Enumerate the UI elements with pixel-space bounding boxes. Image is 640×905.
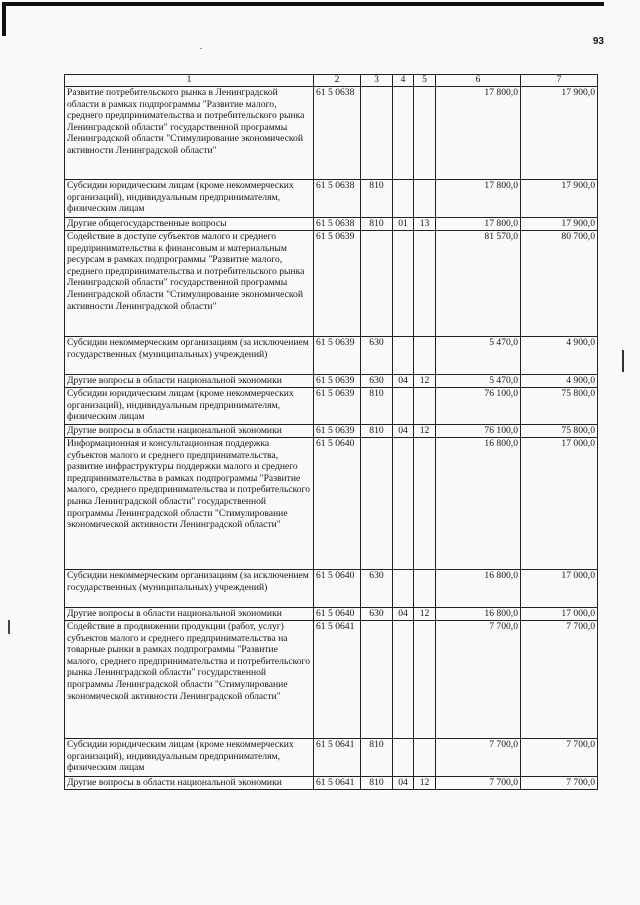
row-amount-2: 17 000,0 bbox=[521, 438, 598, 570]
table-row bbox=[65, 180, 598, 218]
table-row bbox=[65, 438, 598, 570]
table-row bbox=[65, 777, 598, 790]
page-number: 93 bbox=[592, 36, 604, 47]
row-section bbox=[393, 87, 414, 180]
row-amount-1: 5 470,0 bbox=[436, 375, 521, 388]
row-code: 61 5 0639 bbox=[314, 388, 361, 425]
row-subsection bbox=[414, 739, 436, 777]
row-amount-1: 5 470,0 bbox=[436, 337, 521, 375]
row-code: 61 5 0638 bbox=[314, 218, 361, 231]
row-name: Другие общегосударственные вопросы bbox=[65, 218, 314, 231]
table-row bbox=[65, 375, 598, 388]
row-subsection bbox=[414, 621, 436, 739]
row-code: 61 5 0638 bbox=[314, 87, 361, 180]
row-amount-2: 80 700,0 bbox=[521, 231, 598, 337]
row-code: 61 5 0641 bbox=[314, 777, 361, 790]
row-amount-2: 75 800,0 bbox=[521, 425, 598, 438]
row-amount-2: 75 800,0 bbox=[521, 388, 598, 425]
row-name: Субсидии некоммерческим организациям (за исключением государственных (муниципальных) учреждений) bbox=[65, 337, 314, 375]
row-expense-type bbox=[361, 621, 393, 739]
row-amount-1: 17 800,0 bbox=[436, 180, 521, 218]
col-header-1: 1 bbox=[65, 75, 314, 87]
row-subsection bbox=[414, 388, 436, 425]
scan-speck bbox=[200, 48, 202, 49]
row-section bbox=[393, 570, 414, 608]
row-name: Другие вопросы в области национальной экономики bbox=[65, 777, 314, 790]
table-body bbox=[65, 87, 598, 790]
row-code: 61 5 0639 bbox=[314, 375, 361, 388]
row-expense-type: 810 bbox=[361, 425, 393, 438]
table-row bbox=[65, 337, 598, 375]
scan-frame-left bbox=[2, 2, 6, 36]
row-amount-2: 7 700,0 bbox=[521, 777, 598, 790]
row-expense-type bbox=[361, 231, 393, 337]
row-name: Содействие в продвижении продукции (работ, услуг) субъектов малого и среднего предпринимательства на товарные рынки в рамках подпрограммы "Развитие малого, среднего предпринимательства и потребительского рынка Ленинградской области" государственной программы Ленинградской области "Стимулирование экономической активности Ленинградской области" bbox=[65, 621, 314, 739]
row-code: 61 5 0640 bbox=[314, 570, 361, 608]
row-subsection bbox=[414, 87, 436, 180]
row-section bbox=[393, 621, 414, 739]
row-name: Другие вопросы в области национальной экономики bbox=[65, 425, 314, 438]
row-expense-type: 810 bbox=[361, 739, 393, 777]
row-name: Субсидии юридическим лицам (кроме некоммерческих организаций), индивидуальным предпринимателям, физическим лицам bbox=[65, 180, 314, 218]
row-subsection: 13 bbox=[414, 218, 436, 231]
row-amount-2: 17 000,0 bbox=[521, 570, 598, 608]
table-row bbox=[65, 218, 598, 231]
row-subsection: 12 bbox=[414, 375, 436, 388]
row-amount-2: 17 900,0 bbox=[521, 87, 598, 180]
row-subsection: 12 bbox=[414, 425, 436, 438]
row-name: Субсидии юридическим лицам (кроме некоммерческих организаций), индивидуальным предпринимателям, физическим лицам bbox=[65, 739, 314, 777]
row-code: 61 5 0639 bbox=[314, 231, 361, 337]
scan-frame-top bbox=[4, 2, 604, 6]
row-amount-2: 17 900,0 bbox=[521, 218, 598, 231]
row-amount-2: 7 700,0 bbox=[521, 739, 598, 777]
table-row bbox=[65, 608, 598, 621]
row-section: 04 bbox=[393, 425, 414, 438]
row-section bbox=[393, 180, 414, 218]
row-section bbox=[393, 388, 414, 425]
row-code: 61 5 0640 bbox=[314, 608, 361, 621]
col-header-7: 7 bbox=[521, 75, 598, 87]
row-amount-2: 4 900,0 bbox=[521, 375, 598, 388]
row-code: 61 5 0638 bbox=[314, 180, 361, 218]
row-code: 61 5 0639 bbox=[314, 337, 361, 375]
row-section: 01 bbox=[393, 218, 414, 231]
row-amount-1: 76 100,0 bbox=[436, 388, 521, 425]
row-expense-type: 630 bbox=[361, 570, 393, 608]
row-section: 04 bbox=[393, 608, 414, 621]
row-name: Развитие потребительского рынка в Ленинградской области в рамках подпрограммы "Развитие малого, среднего предпринимательства и потребительского рынка Ленинградской области" государственной программы Ленинградской области "Стимулирование экономической активности Ленинградской области" bbox=[65, 87, 314, 180]
row-amount-2: 4 900,0 bbox=[521, 337, 598, 375]
row-amount-1: 17 800,0 bbox=[436, 218, 521, 231]
row-subsection bbox=[414, 337, 436, 375]
row-expense-type bbox=[361, 87, 393, 180]
row-expense-type: 810 bbox=[361, 777, 393, 790]
row-code: 61 5 0641 bbox=[314, 621, 361, 739]
row-amount-1: 76 100,0 bbox=[436, 425, 521, 438]
table-row bbox=[65, 570, 598, 608]
row-amount-1: 7 700,0 bbox=[436, 739, 521, 777]
row-expense-type: 810 bbox=[361, 388, 393, 425]
col-header-4: 4 bbox=[393, 75, 414, 87]
row-subsection: 12 bbox=[414, 608, 436, 621]
row-code: 61 5 0640 bbox=[314, 438, 361, 570]
table-header bbox=[65, 75, 598, 87]
row-name: Информационная и консультационная поддержка субъектов малого и среднего предпринимательства, развитие инфраструктуры поддержки малого и среднего предпринимательства в рамках подпрограммы "Развитие малого, среднего предпринимательства и потребительского рынка Ленинградской области" государственной программы Ленинградской области "Стимулирование экономической активности Ленинградской области" bbox=[65, 438, 314, 570]
row-amount-1: 17 800,0 bbox=[436, 87, 521, 180]
row-section bbox=[393, 231, 414, 337]
row-amount-1: 16 800,0 bbox=[436, 608, 521, 621]
budget-table bbox=[64, 74, 598, 790]
row-expense-type: 810 bbox=[361, 218, 393, 231]
row-amount-2: 7 700,0 bbox=[521, 621, 598, 739]
row-amount-1: 7 700,0 bbox=[436, 777, 521, 790]
row-subsection bbox=[414, 180, 436, 218]
row-amount-1: 7 700,0 bbox=[436, 621, 521, 739]
col-header-2: 2 bbox=[314, 75, 361, 87]
table-row bbox=[65, 739, 598, 777]
row-expense-type: 630 bbox=[361, 337, 393, 375]
row-section: 04 bbox=[393, 375, 414, 388]
table-row bbox=[65, 231, 598, 337]
row-subsection bbox=[414, 438, 436, 570]
row-code: 61 5 0639 bbox=[314, 425, 361, 438]
table-row bbox=[65, 621, 598, 739]
table-row bbox=[65, 388, 598, 425]
col-header-3: 3 bbox=[361, 75, 393, 87]
row-code: 61 5 0641 bbox=[314, 739, 361, 777]
row-section: 04 bbox=[393, 777, 414, 790]
row-subsection bbox=[414, 570, 436, 608]
row-name: Содействие в доступе субъектов малого и среднего предпринимательства к финансовым и материальным ресурсам в рамках подпрограммы "Развитие малого, среднего предпринимательства и потребительского рынка Ленинградской области" государственной программы Ленинградской области "Стимулирование экономической активности Ленинградской области" bbox=[65, 231, 314, 337]
table-row bbox=[65, 425, 598, 438]
row-amount-2: 17 000,0 bbox=[521, 608, 598, 621]
row-name: Субсидии юридическим лицам (кроме некоммерческих организаций), индивидуальным предпринимателям, физическим лицам bbox=[65, 388, 314, 425]
scan-margin-mark bbox=[622, 350, 624, 372]
row-expense-type bbox=[361, 438, 393, 570]
row-section bbox=[393, 337, 414, 375]
row-amount-1: 16 800,0 bbox=[436, 570, 521, 608]
col-header-5: 5 bbox=[414, 75, 436, 87]
scan-margin-mark-left bbox=[8, 620, 10, 634]
col-header-6: 6 bbox=[436, 75, 521, 87]
row-subsection bbox=[414, 231, 436, 337]
row-name: Субсидии некоммерческим организациям (за исключением государственных (муниципальных) учреждений) bbox=[65, 570, 314, 608]
row-amount-2: 17 900,0 bbox=[521, 180, 598, 218]
row-name: Другие вопросы в области национальной экономики bbox=[65, 608, 314, 621]
row-amount-1: 81 570,0 bbox=[436, 231, 521, 337]
row-section bbox=[393, 438, 414, 570]
header-row bbox=[65, 75, 598, 87]
row-expense-type: 630 bbox=[361, 375, 393, 388]
row-expense-type: 810 bbox=[361, 180, 393, 218]
row-amount-1: 16 800,0 bbox=[436, 438, 521, 570]
row-section bbox=[393, 739, 414, 777]
row-name: Другие вопросы в области национальной экономики bbox=[65, 375, 314, 388]
row-subsection: 12 bbox=[414, 777, 436, 790]
table-row bbox=[65, 87, 598, 180]
row-expense-type: 630 bbox=[361, 608, 393, 621]
